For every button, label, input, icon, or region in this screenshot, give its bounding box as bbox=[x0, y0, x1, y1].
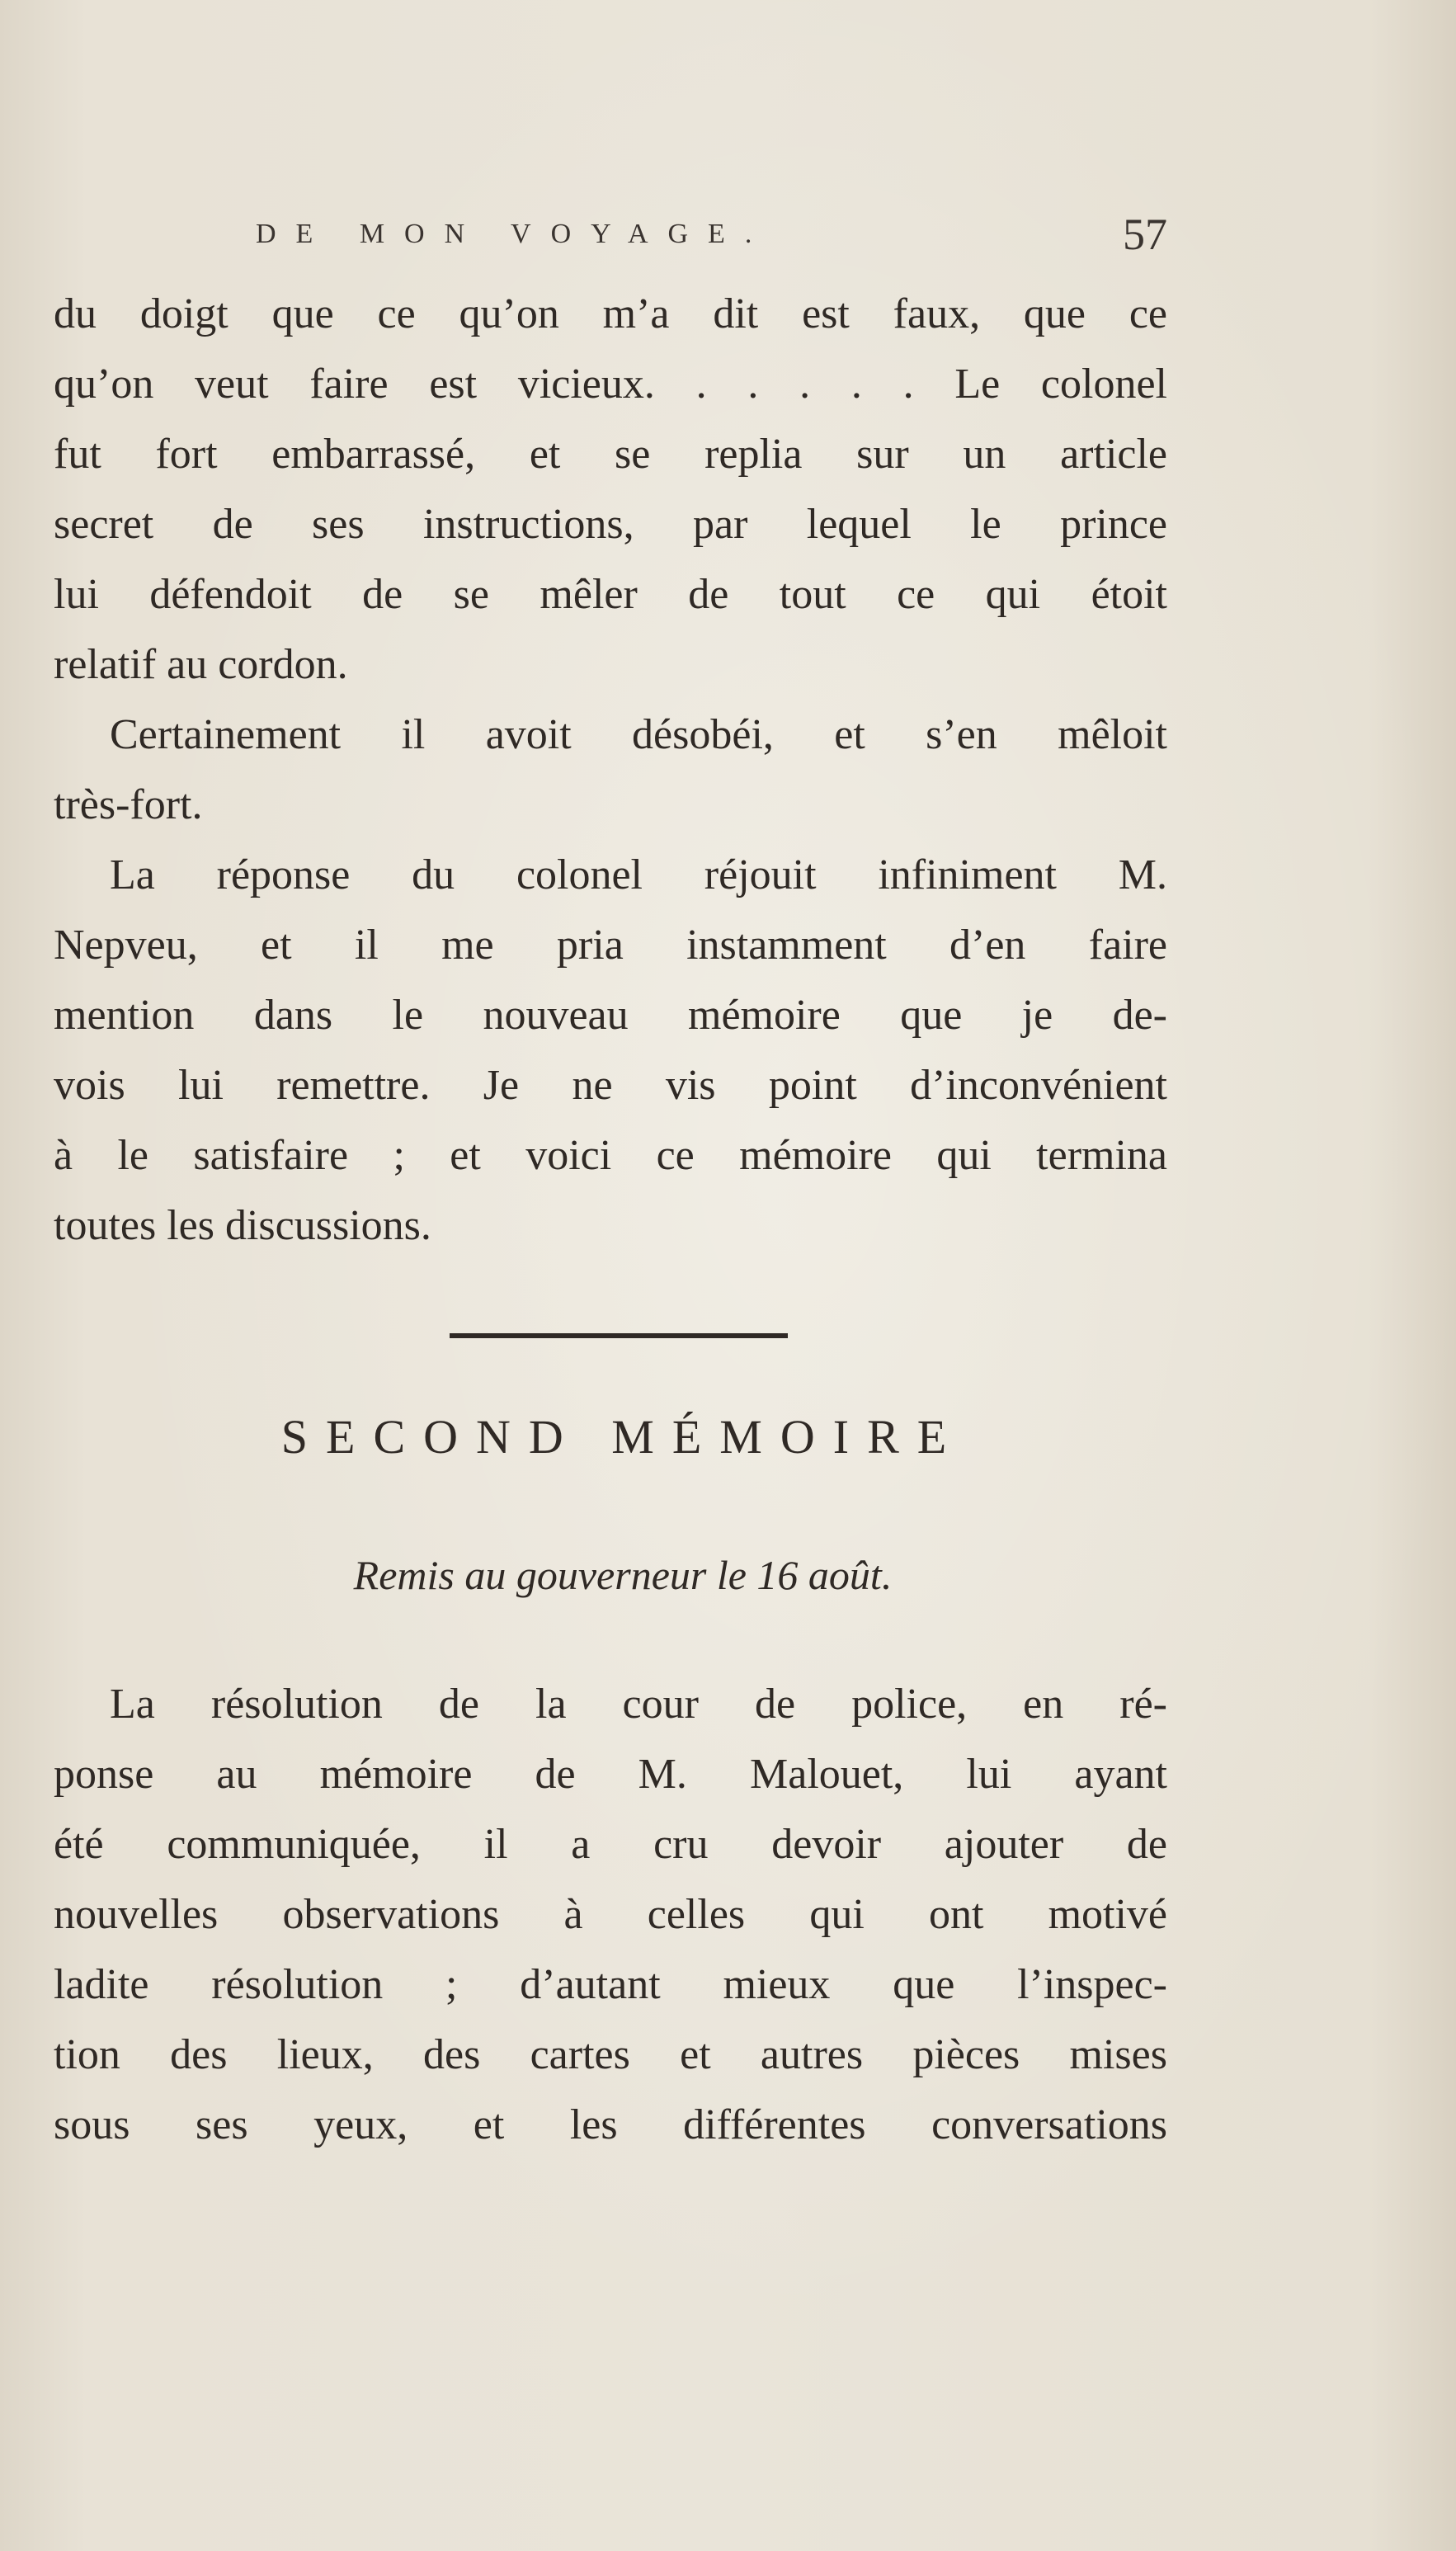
text-line: du doigt que ce qu’on m’a dit est faux, que ce bbox=[54, 290, 1167, 337]
text-line: relatif au cordon. bbox=[54, 641, 348, 688]
text-line: très-fort. bbox=[54, 781, 203, 828]
running-title: DE MON VOYAGE. bbox=[256, 219, 772, 249]
text-line: Nepveu, et il me pria instamment d’en faire bbox=[54, 922, 1167, 969]
text-line: La réponse du colonel réjouit infiniment M. bbox=[110, 851, 1167, 898]
text-line: qu’on veut faire est vicieux. . . . . . Le colonel bbox=[54, 361, 1167, 408]
text-block-after bbox=[54, 1669, 1167, 2160]
paragraph bbox=[54, 1669, 1167, 2160]
paragraph bbox=[54, 700, 1167, 840]
text-line: ladite résolution ; d’autant mieux que l’inspec- bbox=[54, 1961, 1167, 2008]
section-title: SECOND MÉMOIRE bbox=[280, 1410, 965, 1464]
text-block-before bbox=[54, 279, 1167, 1261]
text-line: été communiquée, il a cru devoir ajouter de bbox=[54, 1821, 1167, 1868]
text-line: mention dans le nouveau mémoire que je de- bbox=[54, 992, 1167, 1039]
text-line: vois lui remettre. Je ne vis point d’inconvénient bbox=[54, 1062, 1167, 1109]
paragraph bbox=[54, 279, 1167, 700]
text-line: tion des lieux, des cartes et autres pièces mises bbox=[54, 2031, 1167, 2078]
section-subtitle: Remis au gouverneur le 16 août. bbox=[353, 1552, 893, 1598]
text-line: fut fort embarrassé, et se replia sur un article bbox=[54, 431, 1167, 478]
text-line: ponse au mémoire de M. Malouet, lui ayant bbox=[54, 1751, 1167, 1798]
page-number: 57 bbox=[1123, 210, 1167, 259]
text-line: Certainement il avoit désobéi, et s’en mêloit bbox=[110, 711, 1167, 758]
paragraph bbox=[54, 840, 1167, 1261]
running-head bbox=[256, 210, 1167, 268]
text-line: La résolution de la cour de police, en ré- bbox=[110, 1681, 1167, 1728]
section-divider-rule bbox=[450, 1333, 788, 1338]
text-line: sous ses yeux, et les différentes conversations bbox=[54, 2101, 1167, 2148]
text-line: toutes les discussions. bbox=[54, 1202, 431, 1249]
text-line: à le satisfaire ; et voici ce mémoire qui termina bbox=[54, 1132, 1167, 1179]
text-line: nouvelles observations à celles qui ont motivé bbox=[54, 1891, 1167, 1938]
text-line: secret de ses instructions, par lequel le prince bbox=[54, 501, 1167, 548]
text-line: lui défendoit de se mêler de tout ce qui étoit bbox=[54, 571, 1167, 618]
